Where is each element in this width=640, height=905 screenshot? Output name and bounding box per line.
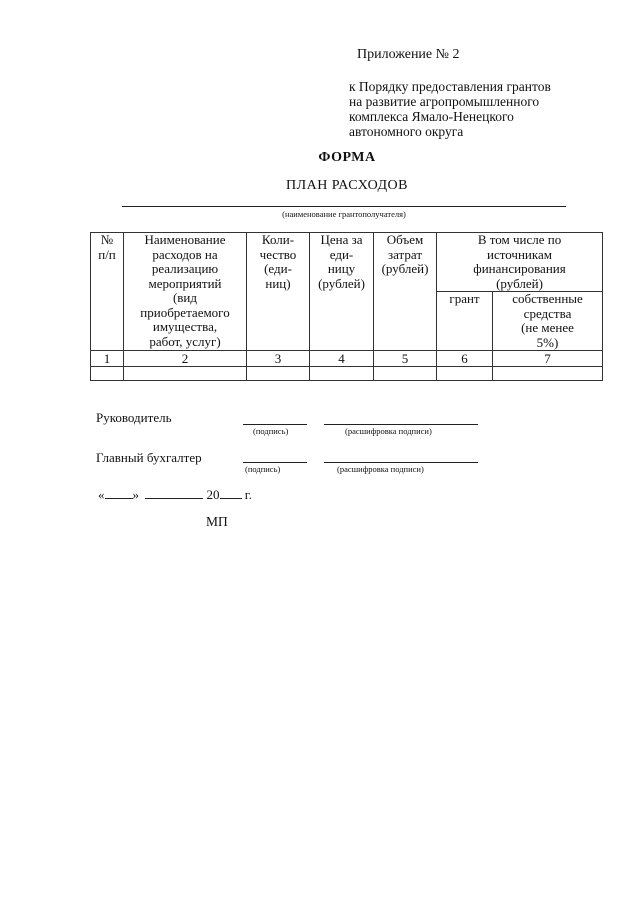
appendix-line: автономного округа: [349, 124, 464, 139]
table-cell[interactable]: [374, 367, 437, 381]
accountant-label: Главный бухгалтер: [96, 450, 202, 465]
table-header-row: [91, 233, 603, 292]
header-unit-price: Цена за еди- ницу (рублей): [310, 233, 374, 351]
table-cell[interactable]: [437, 367, 493, 381]
day-blank[interactable]: [105, 487, 133, 499]
table-cell[interactable]: [247, 367, 310, 381]
plan-title: ПЛАН РАСХОДОВ: [285, 178, 409, 193]
table-cell[interactable]: [124, 367, 247, 381]
grantee-name-line: [122, 206, 566, 207]
date-open-quote: «: [98, 487, 105, 502]
year-prefix: 20: [206, 487, 220, 502]
accountant-signature-caption: (подпись): [245, 464, 281, 474]
accountant-decryption-caption: (расшифровка подписи): [337, 464, 424, 474]
year-suffix: г.: [244, 487, 252, 502]
head-decryption-line[interactable]: [324, 424, 478, 425]
expense-plan-table: [90, 232, 603, 381]
header-quantity: Коли- чество (еди- ниц): [247, 233, 310, 351]
column-number: 1: [91, 351, 124, 367]
head-signature-caption: (подпись): [253, 426, 289, 436]
header-own-funds: собственные средства (не менее 5%): [493, 292, 603, 351]
appendix-title: Приложение № 2: [357, 47, 460, 62]
accountant-decryption-line[interactable]: [324, 462, 478, 463]
head-decryption-caption: (расшифровка подписи): [345, 426, 432, 436]
header-expense-name: Наименование расходов на реализацию мероприятий (вид приобретаемого имущества, работ, услуг): [124, 233, 247, 351]
appendix-line: к Порядку предоставления грантов: [349, 79, 551, 94]
column-number: 3: [247, 351, 310, 367]
column-number: 6: [437, 351, 493, 367]
date-close-quote: »: [132, 487, 139, 502]
appendix-reference: [349, 79, 551, 139]
column-number: 7: [493, 351, 603, 367]
column-numbers-row: [91, 351, 603, 367]
date-line: [98, 487, 252, 503]
table-cell[interactable]: [310, 367, 374, 381]
table-row: [91, 367, 603, 381]
appendix-line: на развитие агропромышленного: [349, 94, 540, 109]
column-number: 2: [124, 351, 247, 367]
table-cell[interactable]: [91, 367, 124, 381]
accountant-signature-line[interactable]: [243, 462, 307, 463]
column-number: 5: [374, 351, 437, 367]
header-funding-sources: В том числе по источникам финансирования (рублей): [437, 233, 603, 292]
header-grant: грант: [437, 292, 493, 351]
stamp-place: МП: [206, 514, 228, 529]
header-cost-volume: Объем затрат (рублей): [374, 233, 437, 351]
form-title: ФОРМА: [318, 150, 376, 165]
column-number: 4: [310, 351, 374, 367]
header-num: № п/п: [91, 233, 124, 351]
month-blank[interactable]: [145, 487, 203, 499]
head-label: Руководитель: [96, 410, 172, 425]
table-cell[interactable]: [493, 367, 603, 381]
grantee-caption: (наименование грантополучателя): [282, 209, 406, 219]
head-signature-line[interactable]: [243, 424, 307, 425]
appendix-line: комплекса Ямало-Ненецкого: [349, 109, 514, 124]
year-blank[interactable]: [220, 487, 242, 499]
